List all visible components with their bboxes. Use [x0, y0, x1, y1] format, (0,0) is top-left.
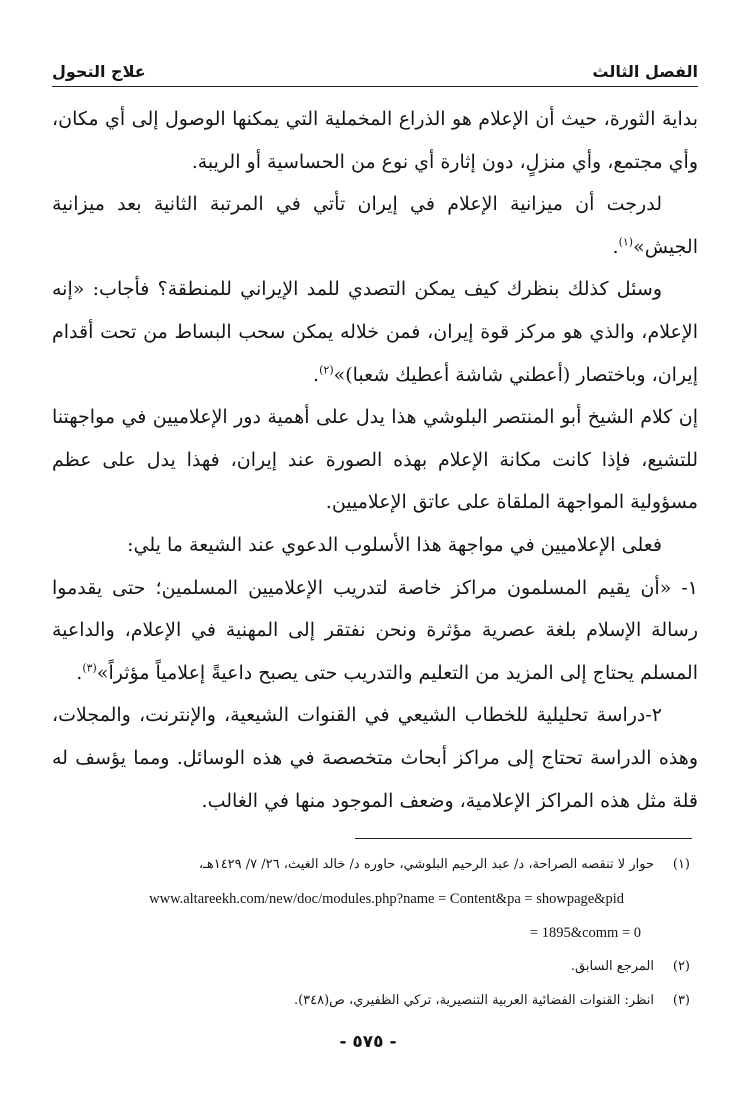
- footnote-number: (٣): [672, 993, 690, 1008]
- footnote-ref: (١): [618, 235, 634, 249]
- paragraph: لدرجت أن ميزانية الإعلام في إيران تأتي في المرتبة الثانية بعد ميزانية الجيش»$^{(١)}$.: [52, 193, 698, 258]
- footnote-url: www.altareekh.com/new/doc/modules.php?name = Content&pa = showpage&pid: [149, 891, 624, 907]
- footnote-url-continued: = 1895&comm = 0: [530, 925, 642, 941]
- footnote: [52, 950, 698, 984]
- main-text: [52, 98, 698, 822]
- footnote-number: (١): [672, 857, 690, 872]
- paragraph: بداية الثورة، حيث أن الإعلام هو الذراع المخملية التي يمكنها الوصول إلى أي مكان، وأي مجتمع، وأي منزلٍ، دون إثارة أي نوع من الحساسية أو الريبة.: [52, 108, 698, 173]
- paragraph: ٢-دراسة تحليلية للخطاب الشيعي في القنوات الشيعية، والإنترنت، والمجلات، وهذه الدراسة تحتاج إلى مراكز أبحاث متخصصة في هذه الوسائل. ومما يؤسف له قلة مثل هذه المراكز الإعلامية، وضعف الموجود منها في الغالب.: [52, 704, 698, 812]
- paragraph-text: ١- «أن يقيم المسلمون مراكز خاصة لتدريب الإعلاميين المسلمين؛ حتى يقدموا رسالة الإسلام بلغة عصرية مؤثرة ونحن نفتقر إلى المهنية في الإعلام، والداعية المسلم يحتاج إلى المزيد من التعليم والتدريب حتى يصبح داعيةً إعلامياً مؤثراً»: [52, 576, 698, 684]
- footnote-ref: (٣): [82, 661, 97, 675]
- footnotes: [52, 848, 698, 1018]
- footnote-text: المرجع السابق.: [570, 959, 654, 974]
- paragraph: ١- «أن يقيم المسلمون مراكز خاصة لتدريب الإعلاميين المسلمين؛ حتى يقدموا رسالة الإسلام بلغة عصرية مؤثرة ونحن نفتقر إلى المهنية في الإعلام، والداعية المسلم يحتاج إلى المزيد من التعليم والتدريب حتى يصبح داعيةً إعلامياً مؤثراً»$^{(٣)}$.: [52, 576, 698, 684]
- footnote-ref: (٢): [319, 363, 334, 377]
- footnote: [52, 984, 698, 1018]
- running-header: [52, 58, 698, 84]
- paragraph: وسئل كذلك بنظرك كيف يمكن التصدي للمد الإيراني للمنطقة؟ فأجاب: «إنه الإعلام، والذي هو مركز قوة إيران، فمن خلاله يمكن سحب البساط من تحت أقدام إيران، وباختصار (أعطني شاشة أعطيك شعبا)»$^{(٢)}$.: [52, 278, 698, 386]
- footnote-text: انظر: القنوات الفضائية العربية التنصيرية، تركي الظفيري، ص(٣٤٨).: [293, 993, 654, 1008]
- paragraph: إن كلام الشيخ أبو المنتصر البلوشي هذا يدل على أهمية دور الإعلاميين في مواجهتنا للتشيع، فإذا كانت مكانة الإعلام بهذه الصورة عند إيران، فهذا يدل على عظم مسؤولية المواجهة الملقاة على عاتق الإعلاميين.: [52, 406, 698, 514]
- footnote-text: حوار لا تنقصه الصراحة، د/ عبد الرحيم البلوشي، حاوره د/ خالد الغيث، ٢٦/ ٧/ ١٤٢٩هـ،: [198, 857, 654, 872]
- chapter-label: الفصل الثالث: [592, 61, 698, 81]
- footnote-divider: [355, 838, 692, 839]
- header-divider: [52, 86, 698, 87]
- footnote: [52, 848, 698, 882]
- book-title: علاج التحول: [52, 61, 146, 81]
- footnote-number: (٢): [672, 959, 690, 974]
- paragraph-text: وسئل كذلك بنظرك كيف يمكن التصدي للمد الإيراني للمنطقة؟ فأجاب: «إنه الإعلام، والذي هو مركز قوة إيران، فمن خلاله يمكن سحب البساط من تحت أقدام إيران، وباختصار (أعطني شاشة أعطيك شعبا)»: [52, 278, 698, 386]
- paragraph-text: لدرجت أن ميزانية الإعلام في إيران تأتي في المرتبة الثانية بعد ميزانية الجيش»: [52, 193, 698, 258]
- paragraph: فعلى الإعلاميين في مواجهة هذا الأسلوب الدعوي عند الشيعة ما يلي:: [127, 533, 662, 556]
- page-number: - ٥٧٥ -: [339, 1032, 397, 1052]
